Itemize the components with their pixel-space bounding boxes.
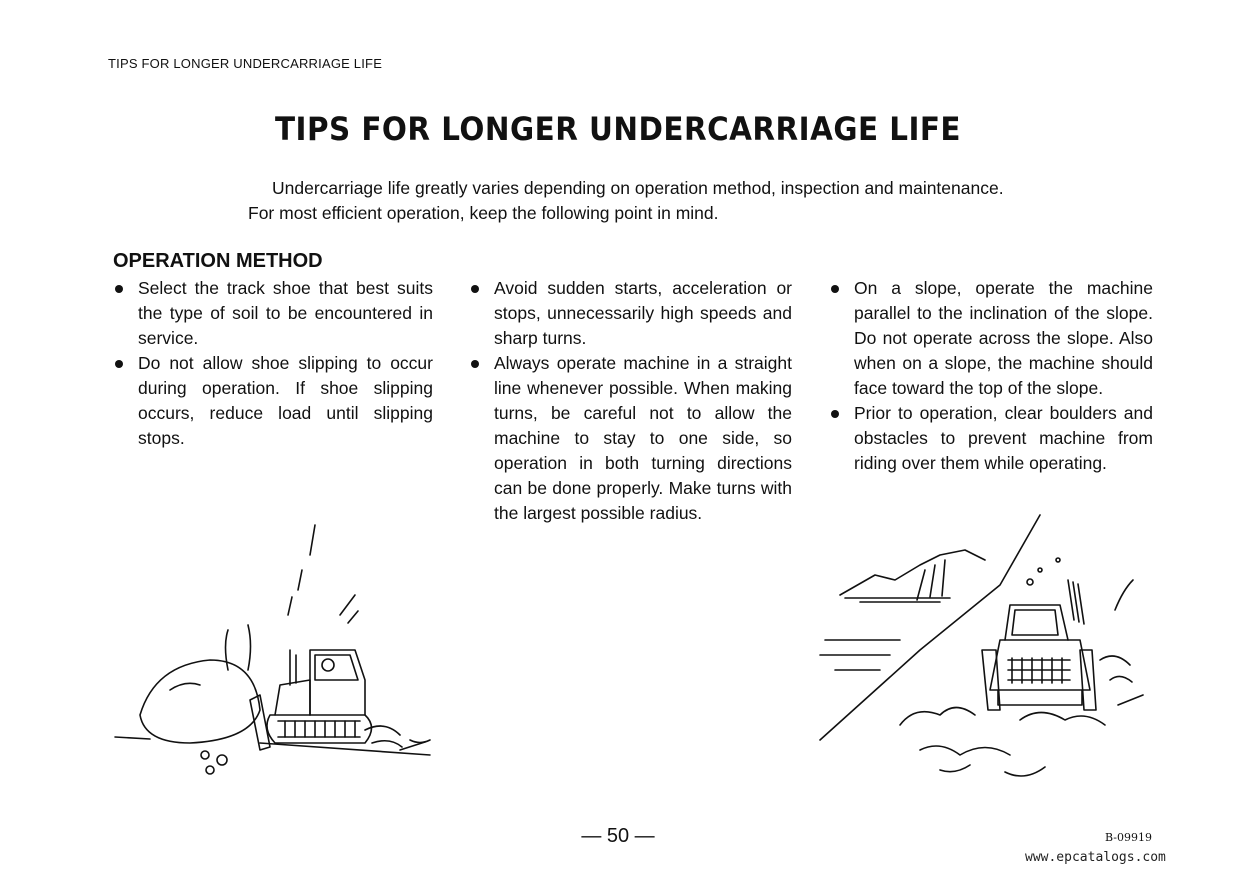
bullet-icon	[115, 360, 123, 368]
list-item: Avoid sudden starts, acceleration or stops, unnecessarily high speeds and sharp turns.	[469, 276, 792, 351]
page-title: TIPS FOR LONGER UNDERCARRIAGE LIFE	[274, 110, 962, 148]
list-item: On a slope, operate the machine parallel to the inclination of the slope. Do not operate across the slope. Also when on a slope, the machine should face toward the top of the slope.	[829, 276, 1153, 401]
bullet-icon	[115, 285, 123, 293]
figure-code: B-09919	[1105, 831, 1152, 844]
bullet-icon	[831, 410, 839, 418]
bullet-icon	[471, 360, 479, 368]
bulldozer-slope-illustration	[800, 510, 1160, 790]
running-header: TIPS FOR LONGER UNDERCARRIAGE LIFE	[108, 56, 383, 71]
bullet-icon	[471, 285, 479, 293]
section-heading: OPERATION METHOD	[113, 250, 323, 272]
watermark-url: www.epcatalogs.com	[1025, 850, 1166, 865]
bullet-icon	[831, 285, 839, 293]
column-2	[469, 276, 792, 526]
list-item: Select the track shoe that best suits the type of soil to be encountered in service.	[113, 276, 433, 351]
intro-text: Undercarriage life greatly varies depending on operation method, inspection and maintenance. For most efficient operation, keep the following point in mind.	[248, 178, 1004, 223]
page-number: — 50 —	[581, 825, 655, 847]
bulldozer-slipping-illustration	[110, 515, 440, 785]
column-3	[829, 276, 1153, 476]
column-1	[113, 276, 433, 451]
list-item: Do not allow shoe slipping to occur during operation. If shoe slipping occurs, reduce load until slipping stops.	[113, 351, 433, 451]
list-item: Prior to operation, clear boulders and obstacles to prevent machine from riding over them while operating.	[829, 401, 1153, 476]
intro-paragraph	[248, 176, 1028, 226]
list-item: Always operate machine in a straight line whenever possible. When making turns, be careful not to allow the machine to stay to one side, so operation in both turning directions can be done properly. Make turns with the largest possible radius.	[469, 351, 792, 526]
